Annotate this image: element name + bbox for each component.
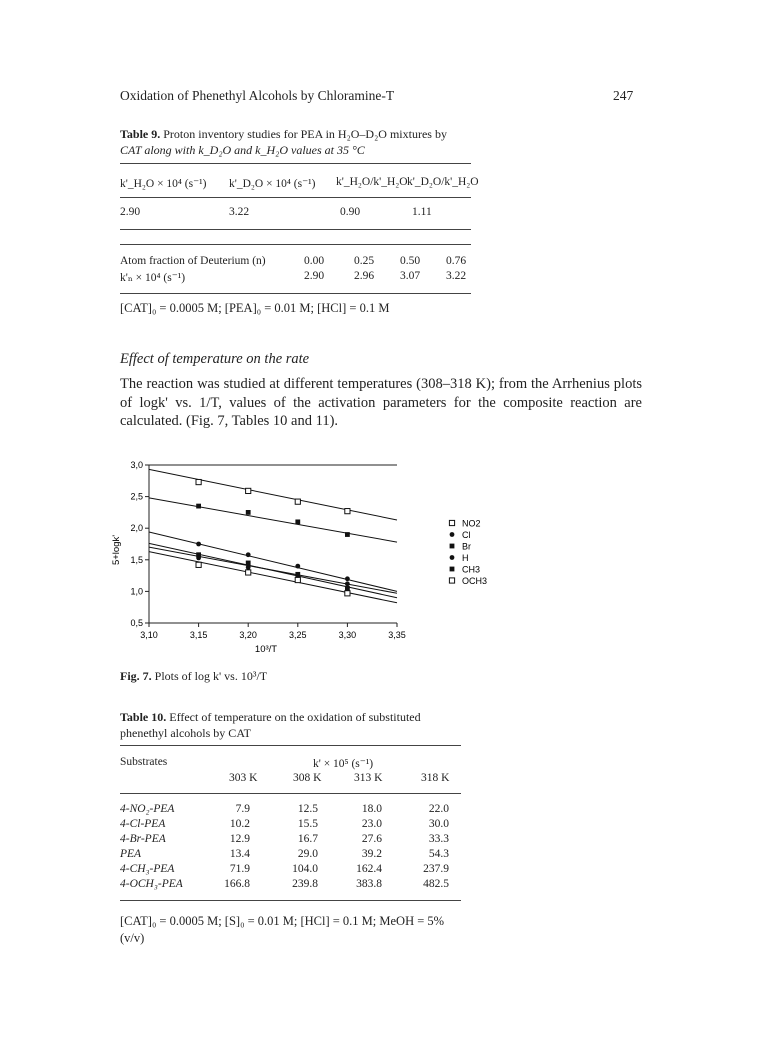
legend-label-no2: NO2: [462, 518, 481, 529]
table10-footnote: [120, 913, 444, 947]
legend-label-h: H: [462, 553, 469, 563]
table9-inventory-label-1: Atom fraction of Deuterium (n): [120, 255, 266, 267]
table10-value: 23.0: [361, 818, 382, 830]
table9-value-3: 0.90: [340, 206, 361, 218]
data-point-och3: [196, 562, 201, 567]
y-tick-label: 1,5: [130, 554, 143, 565]
table10-value: 162.4: [356, 863, 382, 875]
table10-value: 27.6: [361, 833, 382, 845]
table10-caption: [120, 709, 465, 741]
table9-value-4: 1.11: [412, 206, 432, 218]
table10-body: [120, 803, 461, 893]
table10-top-rule: [120, 745, 461, 746]
table9-inventory-label-2: k'ₙ × 10⁴ (s⁻¹): [120, 272, 186, 284]
table-row: [120, 878, 461, 893]
table10-value: 12.9: [229, 833, 250, 845]
legend-marker-h: [450, 555, 455, 560]
table10-bottom-rule: [120, 900, 461, 901]
series-line-cl: [149, 532, 397, 591]
legend-marker-och3: [449, 578, 454, 583]
chart-series-lines: [149, 469, 397, 602]
legend-label-ch3: CH3: [462, 564, 481, 575]
y-tick-label: 0,5: [130, 618, 143, 628]
table-row: [120, 863, 461, 878]
x-tick-label: 3,15: [189, 630, 208, 640]
table10-value: 30.0: [428, 818, 449, 830]
y-tick-label: 2,5: [130, 491, 143, 502]
table10-substrate: 4-OCH₃-PEA: [120, 878, 183, 890]
data-point-cl: [246, 552, 251, 557]
table10-value: 33.3: [428, 833, 449, 845]
legend-marker-br: [450, 544, 455, 549]
table9-header-4: k'_D₂O/k'_H₂O: [407, 176, 479, 188]
data-point-ch3: [345, 532, 350, 537]
table-row: [120, 803, 461, 818]
table10-header-temp-3: 313 K: [354, 772, 383, 784]
data-point-no2: [295, 499, 300, 504]
running-header-title: Oxidation of Phenethyl Alcohols by Chloramine-T: [120, 88, 395, 103]
chart-markers: [196, 479, 350, 595]
legend-marker-cl: [450, 532, 455, 537]
data-point-br: [345, 586, 350, 591]
table9-mid-rule: [120, 229, 471, 230]
table9-header-3: k'_H₂O/k'_H₂O: [336, 176, 408, 188]
table10-header-group: k' × 10⁵ (s⁻¹): [313, 758, 374, 770]
table10-value: 15.5: [297, 818, 318, 830]
table10-header-substrates: Substrates: [120, 756, 168, 768]
table10-footnote-line1: [CAT]₀ = 0.0005 M; [S]₀ = 0.01 M; [HCl] = 0.1 M; MeOH = 5%: [120, 914, 445, 928]
figure7-caption-text: Plots of log k' vs. 10³/T: [154, 669, 268, 683]
data-point-h: [196, 556, 201, 561]
section-heading: Effect of temperature on the rate: [120, 351, 310, 367]
table10-value: 12.5: [297, 803, 318, 815]
table9-caption: [120, 126, 480, 158]
x-tick-label: 3,20: [239, 630, 257, 640]
table10-substrate: 4-CH₃-PEA: [120, 863, 175, 875]
table10-value: 482.5: [423, 878, 449, 890]
table-row: [120, 848, 461, 863]
data-point-cl: [295, 564, 300, 569]
data-point-ch3: [196, 504, 201, 509]
table9-value-2: 3.22: [229, 206, 250, 218]
table9-inventory-n-4: 0.76: [446, 255, 467, 267]
table10-header-temp-1: 303 K: [229, 772, 258, 784]
table10-value: 71.9: [229, 863, 250, 875]
data-point-ch3: [295, 519, 300, 524]
table10-footnote-line2: (v/v): [120, 931, 145, 945]
x-tick-label: 3,25: [289, 630, 307, 640]
table9-inventory-k-1: 2.90: [304, 270, 325, 282]
figure7-chart: [110, 460, 520, 670]
x-tick-label: 3,35: [388, 630, 406, 640]
series-line-ch3: [149, 498, 397, 542]
series-line-och3: [149, 552, 397, 603]
chart-legend: [449, 519, 487, 587]
y-tick-label: 1,0: [130, 586, 143, 597]
data-point-h: [246, 565, 251, 570]
data-point-no2: [196, 479, 201, 484]
x-axis-label: 10³/T: [254, 644, 278, 655]
table10-value: 18.0: [361, 803, 382, 815]
legend-marker-no2: [449, 520, 454, 525]
table9-inventory-n-2: 0.25: [354, 255, 375, 267]
table9-inventory-n-3: 0.50: [400, 255, 421, 267]
table9-inventory-k-2: 2.96: [354, 270, 375, 282]
table10-header-temp-4: 318 K: [421, 772, 450, 784]
data-point-no2: [345, 509, 350, 514]
body-paragraph: The reaction was studied at different temperatures (308–318 K); from the Arrhenius plots of logk' vs. 1/T, values of the activation parameters for the composite reaction are calculated. (Fig. 7, Tables 10 and 11).: [120, 376, 642, 429]
table-row: [120, 833, 461, 848]
chart-axes: [149, 465, 397, 623]
table10-value: 16.7: [297, 833, 318, 845]
table10-value: 22.0: [428, 803, 449, 815]
table-row: [120, 818, 461, 833]
table9-header-2: k'_D₂O × 10⁴ (s⁻¹): [229, 178, 316, 190]
figure7-caption: [120, 669, 267, 684]
data-point-och3: [345, 591, 350, 596]
legend-marker-ch3: [450, 567, 455, 572]
table9-value-1: 2.90: [120, 206, 141, 218]
table9-bottom-rule: [120, 293, 471, 294]
table10-label: Table 10.: [120, 710, 167, 724]
x-tick-label: 3,10: [140, 630, 158, 640]
data-point-cl: [196, 542, 201, 547]
x-tick-label: 3,30: [338, 630, 357, 640]
table10-value: 383.8: [356, 878, 382, 890]
table9-top-rule: [120, 163, 471, 164]
table10-value: 39.2: [361, 848, 382, 860]
table10-value: 7.9: [235, 803, 250, 815]
table10-header-rule: [120, 793, 461, 794]
table10-value: 54.3: [428, 848, 449, 860]
series-line-no2: [149, 469, 397, 520]
data-point-ch3: [246, 510, 251, 515]
table10-value: 29.0: [297, 848, 318, 860]
data-point-cl: [345, 581, 350, 586]
y-tick-label: 2,0: [130, 523, 143, 534]
table10-value: 104.0: [292, 863, 318, 875]
table10-caption-line2: phenethyl alcohols by CAT: [120, 726, 251, 740]
table10-substrate: 4-Cl-PEA: [120, 818, 166, 830]
table10-substrate: PEA: [120, 848, 142, 860]
table9-inventory-k-4: 3.22: [446, 270, 467, 282]
figure7-caption-label: Fig. 7.: [120, 669, 152, 683]
table9-header-1: k'_H₂O × 10⁴ (s⁻¹): [120, 178, 207, 190]
table9-caption-line2: CAT along with k_D₂O and k_H₂O values at 35 °C: [120, 143, 365, 157]
table9-footnote: [CAT]₀ = 0.0005 M; [PEA]₀ = 0.01 M; [HCl] = 0.1 M: [120, 301, 390, 315]
data-point-no2: [246, 488, 251, 493]
table9-inventory-rule: [120, 244, 471, 245]
y-tick-label: 3,0: [130, 460, 143, 470]
page-number: 247: [613, 88, 634, 103]
table10-value: 237.9: [423, 863, 449, 875]
table10-header-temp-2: 308 K: [293, 772, 322, 784]
table9-caption-line1: Proton inventory studies for PEA in H₂O–D₂O mixtures by: [163, 127, 447, 141]
data-point-br: [246, 561, 251, 566]
legend-label-och3: OCH3: [462, 576, 488, 586]
table10-caption-line1: Effect of temperature on the oxidation of substituted: [169, 710, 421, 724]
legend-label-cl: Cl: [462, 530, 471, 540]
series-line-h: [149, 547, 397, 593]
table10-substrate: 4-NO₂-PEA: [120, 803, 175, 815]
data-point-och3: [246, 570, 251, 575]
table10-value: 13.4: [229, 848, 250, 860]
table9-label: Table 9.: [120, 127, 161, 141]
table9-inventory-n-1: 0.00: [304, 255, 325, 267]
table10-value: 10.2: [229, 818, 250, 830]
table10-substrate: 4-Br-PEA: [120, 833, 166, 845]
legend-label-br: Br: [462, 541, 471, 552]
table9-header-rule: [120, 197, 471, 198]
table10-value: 239.8: [292, 878, 318, 890]
table10-value: 166.8: [224, 878, 250, 890]
y-axis-label: 5+logk': [111, 534, 122, 566]
table9-inventory-k-3: 3.07: [400, 270, 421, 282]
chart-ticks: [130, 460, 405, 640]
data-point-h: [345, 576, 350, 581]
data-point-och3: [295, 577, 300, 582]
